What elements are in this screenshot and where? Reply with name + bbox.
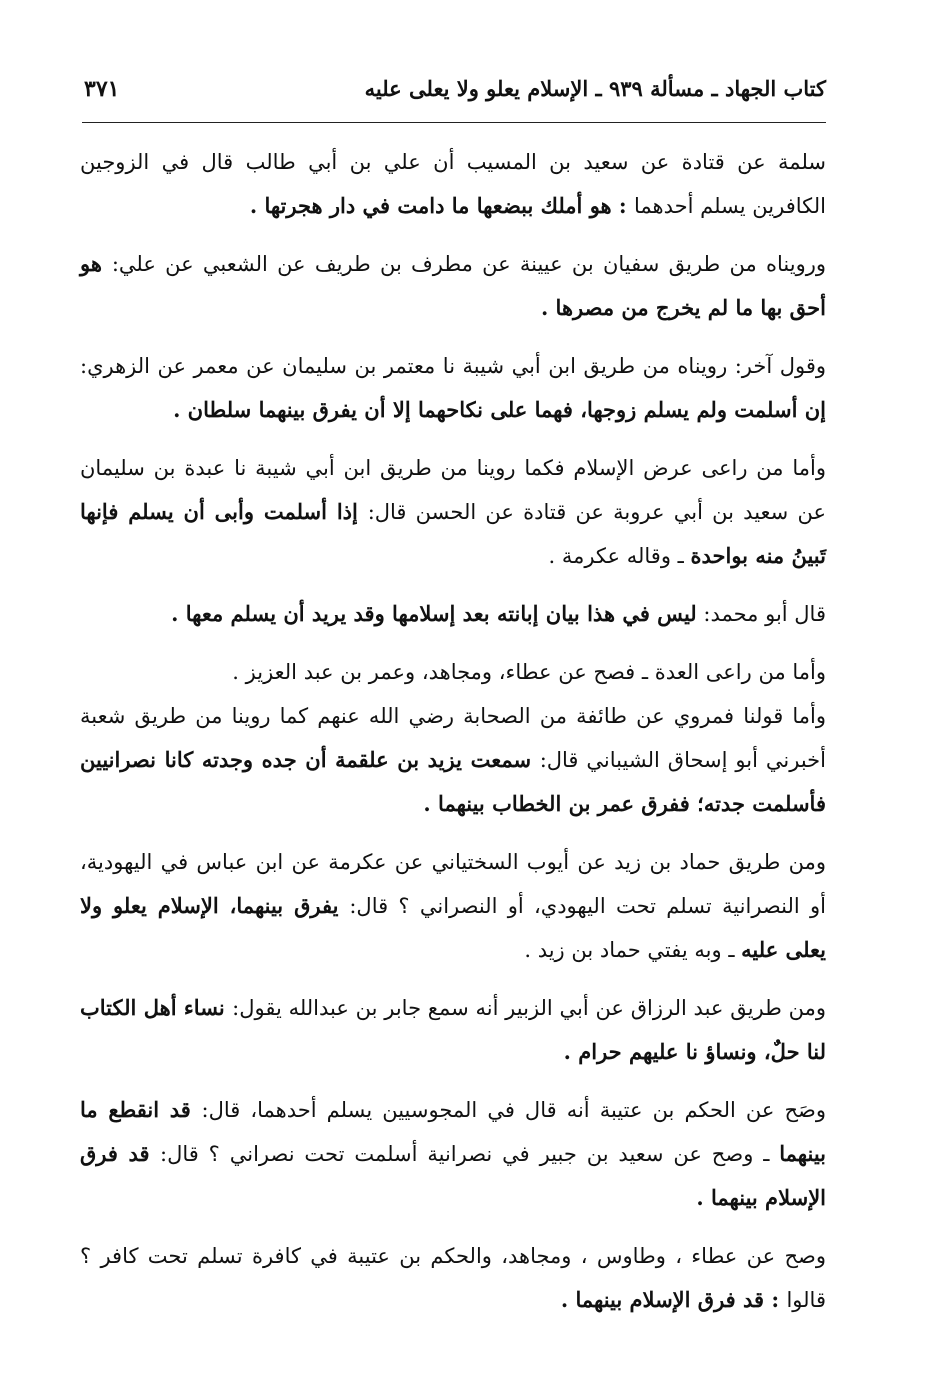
quoted-statement: هو أحق بها ما لم يخرج من مصرها . xyxy=(80,251,826,320)
paragraph-5 xyxy=(80,592,826,636)
paragraph-text: ومن طريق عبد الرزاق عن أبي الزبير أنه سمع جابر بن عبدالله يقول: xyxy=(232,996,826,1020)
paragraph-11 xyxy=(80,1234,826,1322)
paragraph-10 xyxy=(80,1088,826,1220)
quoted-statement: ليس في هذا بيان إبانته بعد إسلامها وقد يريد أن يسلم معها . xyxy=(171,601,697,626)
paragraph-text: وأما من راعى عرض الإسلام فكما روينا من طريق ابن أبي شيبة نا عبدة بن سليمان عن سعيد بن أبي عروبة عن قتادة عن الحسن قال: xyxy=(80,456,826,524)
paragraph-text: وأما من راعى العدة ـ فصح عن عطاء، ومجاهد، وعمر بن عبد العزيز . xyxy=(232,660,826,684)
paragraph-text: ـ وقاله عكرمة . xyxy=(548,544,691,568)
paragraph-1 xyxy=(80,140,826,228)
paragraph-text: ومن طريق حماد بن زيد عن أيوب السختياني عن عكرمة عن ابن عباس في اليهودية، أو النصرانية تسلم تحت اليهودي، أو النصراني ؟ قال: xyxy=(80,850,826,918)
paragraph-text: وقول آخر: رويناه من طريق ابن أبي شيبة نا معتمر بن سليمان عن معمر عن الزهري: xyxy=(80,354,826,378)
quoted-statement: نساء أهل الكتاب لنا حلٌ، ونساؤ نا عليهم حرام . xyxy=(80,995,826,1064)
quoted-statement: قد انقطع ما بينهما xyxy=(80,1097,827,1166)
paragraph-3 xyxy=(80,344,826,432)
paragraph-text: وصَح عن الحكم بن عتيبة أنه قال في المجوسيين يسلم أحدهما، قال: xyxy=(201,1098,826,1122)
paragraph-8 xyxy=(80,840,826,972)
paragraph-text: سلمة عن قتادة عن سعيد بن المسيب أن علي بن أبي طالب قال في الزوجين الكافرين يسلم أحدهما xyxy=(80,150,826,218)
paragraph-text: ـ وصح عن سعيد بن جبير في نصرانية أسلمت تحت نصراني ؟ قال: xyxy=(160,1142,780,1166)
quoted-statement: إن أسلمت ولم يسلم زوجها، فهما على نكاحهما إلا أن يفرق بينهما سلطان . xyxy=(173,397,826,422)
page-number: ٣٧١ xyxy=(84,76,120,102)
quoted-statement: إذا أسلمت وأبى أن يسلم فإنها تَبينُ منه بواحدة xyxy=(80,499,826,568)
running-header xyxy=(80,72,826,112)
quoted-statement: : هو أملك ببضعها ما دامت في دار هجرتها . xyxy=(249,193,634,218)
paragraph-9 xyxy=(80,986,826,1074)
paragraph-6 xyxy=(80,650,826,694)
paragraph-7 xyxy=(80,694,826,826)
quoted-statement: : قد فرق الإسلام بينهما . xyxy=(560,1287,787,1312)
paragraph-text: وأما قولنا فمروي عن طائفة من الصحابة رضي الله عنهم كما روينا من طريق شعبة أخبرني أبو إسحاق الشيباني قال: xyxy=(80,704,827,772)
quoted-statement: قد فرق الإسلام بينهما . xyxy=(80,1141,826,1210)
paragraph-text: ورويناه من طريق سفيان بن عيينة عن مطرف بن طريف عن الشعبي عن علي: xyxy=(111,252,827,276)
paragraph-2 xyxy=(80,242,826,330)
header-rule xyxy=(82,122,826,123)
running-title: كتاب الجهاد ـ مسألة ٩٣٩ ـ الإسلام يعلو ولا يعلى عليه xyxy=(364,76,826,101)
paragraph-text: ـ وبه يفتي حماد بن زيد . xyxy=(524,938,742,962)
paragraph-text: وصح عن عطاء ، وطاوس ، ومجاهد، والحكم بن عتيبة في كافرة تسلم تحت كافر ؟ قالوا xyxy=(80,1244,826,1312)
quoted-statement: يفرق بينهما، الإسلام يعلو ولا يعلى عليه xyxy=(80,893,826,962)
paragraph-4 xyxy=(80,446,826,578)
main-text xyxy=(80,140,826,1336)
quoted-statement: سمعت يزيد بن علقمة أن جده وجدته كانا نصرانيين فأسلمت جدته؛ ففرق عمر بن الخطاب بينهما . xyxy=(80,747,826,816)
paragraph-text: قال أبو محمد: xyxy=(696,602,826,626)
